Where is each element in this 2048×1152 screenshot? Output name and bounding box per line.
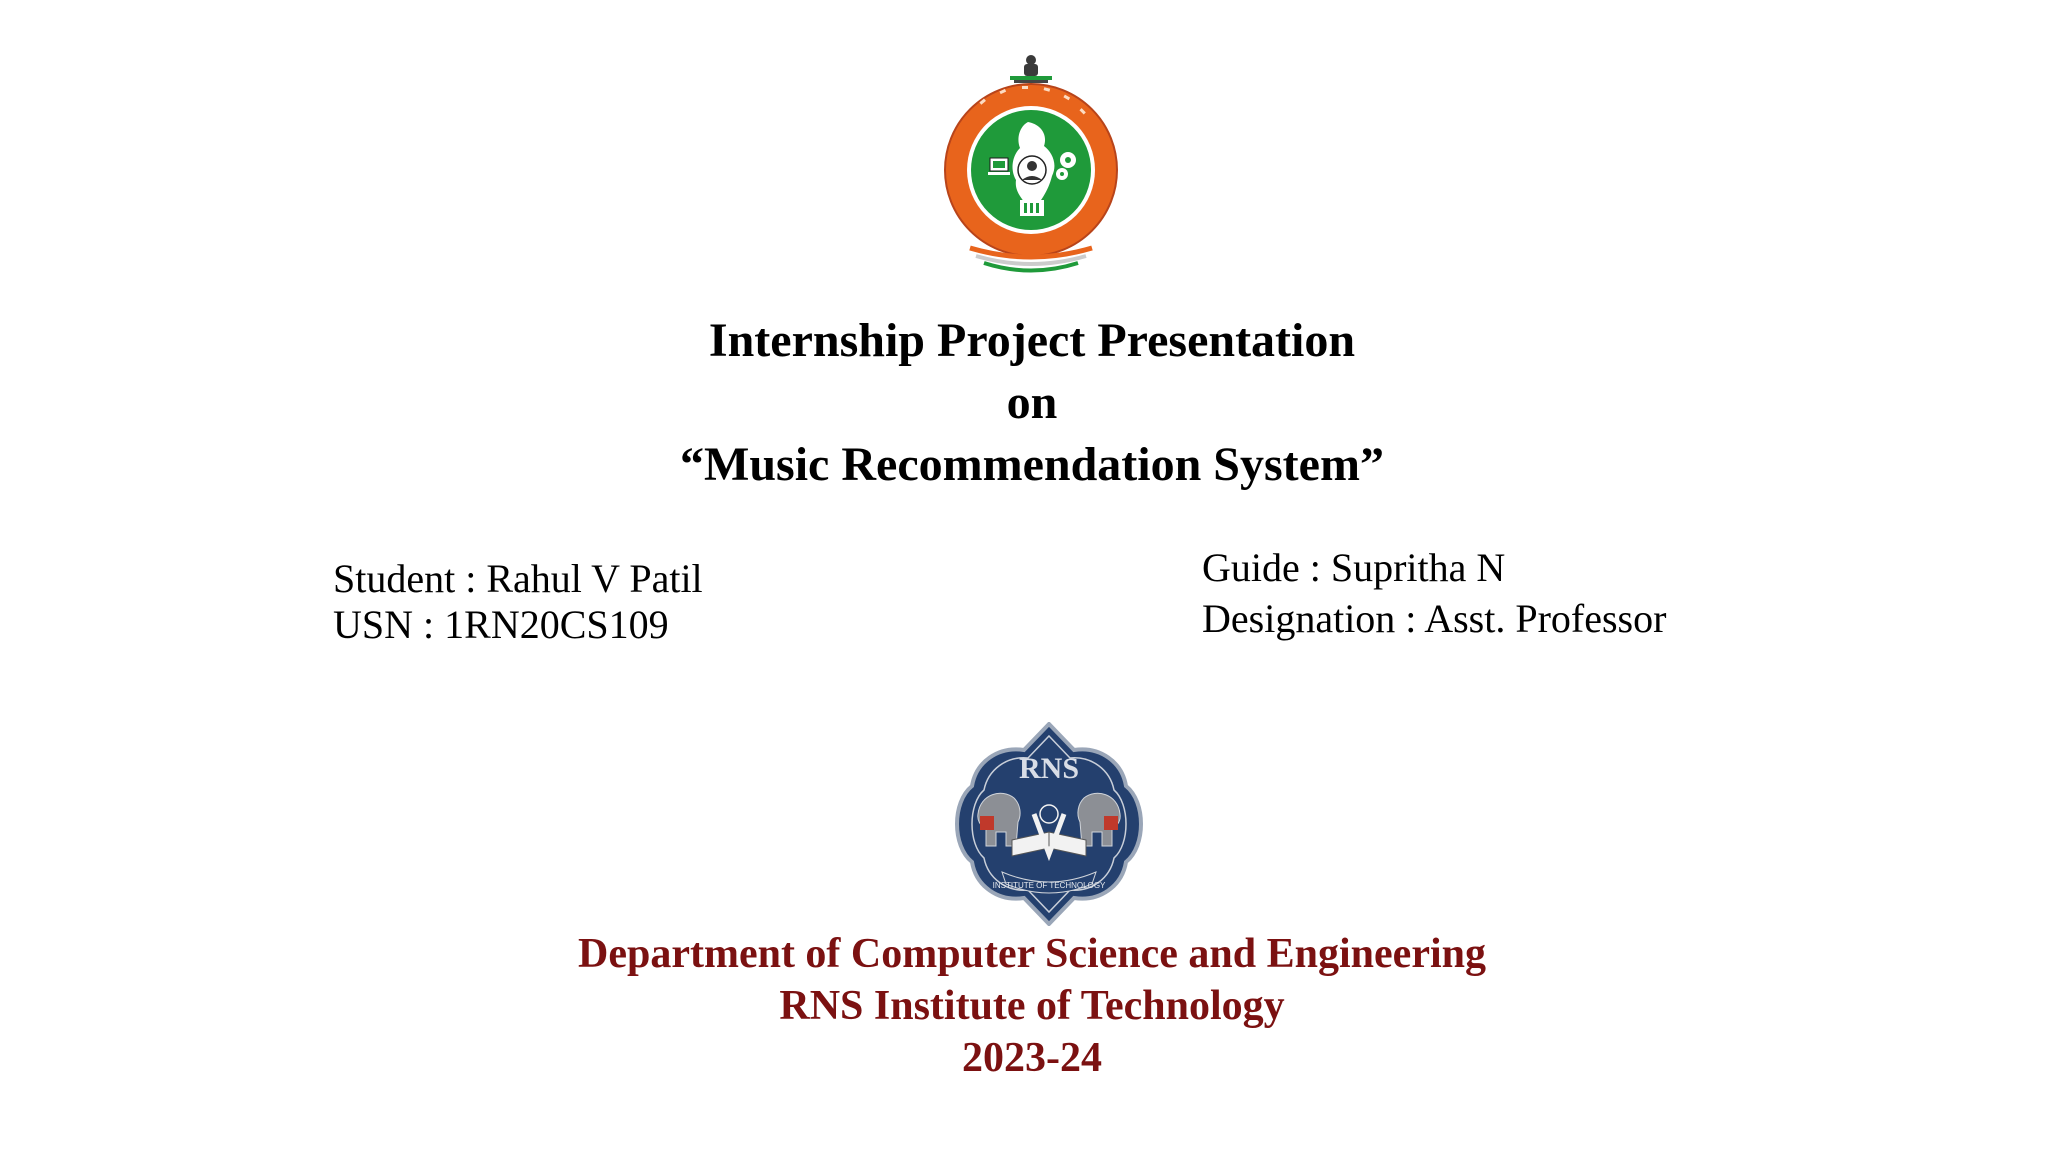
vtu-university-emblem-icon: [940, 52, 1122, 274]
institute-name: RNS Institute of Technology: [779, 983, 1285, 1029]
guide-designation: Designation : Asst. Professor: [1202, 596, 1667, 641]
department-name: Department of Computer Science and Engineering: [578, 931, 1486, 977]
presentation-title: [0, 310, 2048, 496]
title-line-3: “Music Recommendation System”: [680, 438, 1384, 491]
svg-text:INSTITUTE OF TECHNOLOGY: INSTITUTE OF TECHNOLOGY: [992, 881, 1106, 890]
svg-text:RNS: RNS: [1018, 752, 1080, 785]
academic-year: 2023-24: [962, 1035, 1102, 1081]
title-line-1: Internship Project Presentation: [708, 314, 1356, 367]
department-footer: [0, 928, 2048, 1084]
rns-institute-crest-icon: [950, 722, 1148, 926]
guide-info: [1202, 542, 1666, 644]
student-usn: USN : 1RN20CS109: [333, 602, 669, 647]
title-line-2: on: [1006, 376, 1058, 429]
guide-name: Guide : Supritha N: [1202, 545, 1506, 590]
student-name: Student : Rahul V Patil: [333, 556, 703, 601]
student-info: [333, 556, 703, 648]
